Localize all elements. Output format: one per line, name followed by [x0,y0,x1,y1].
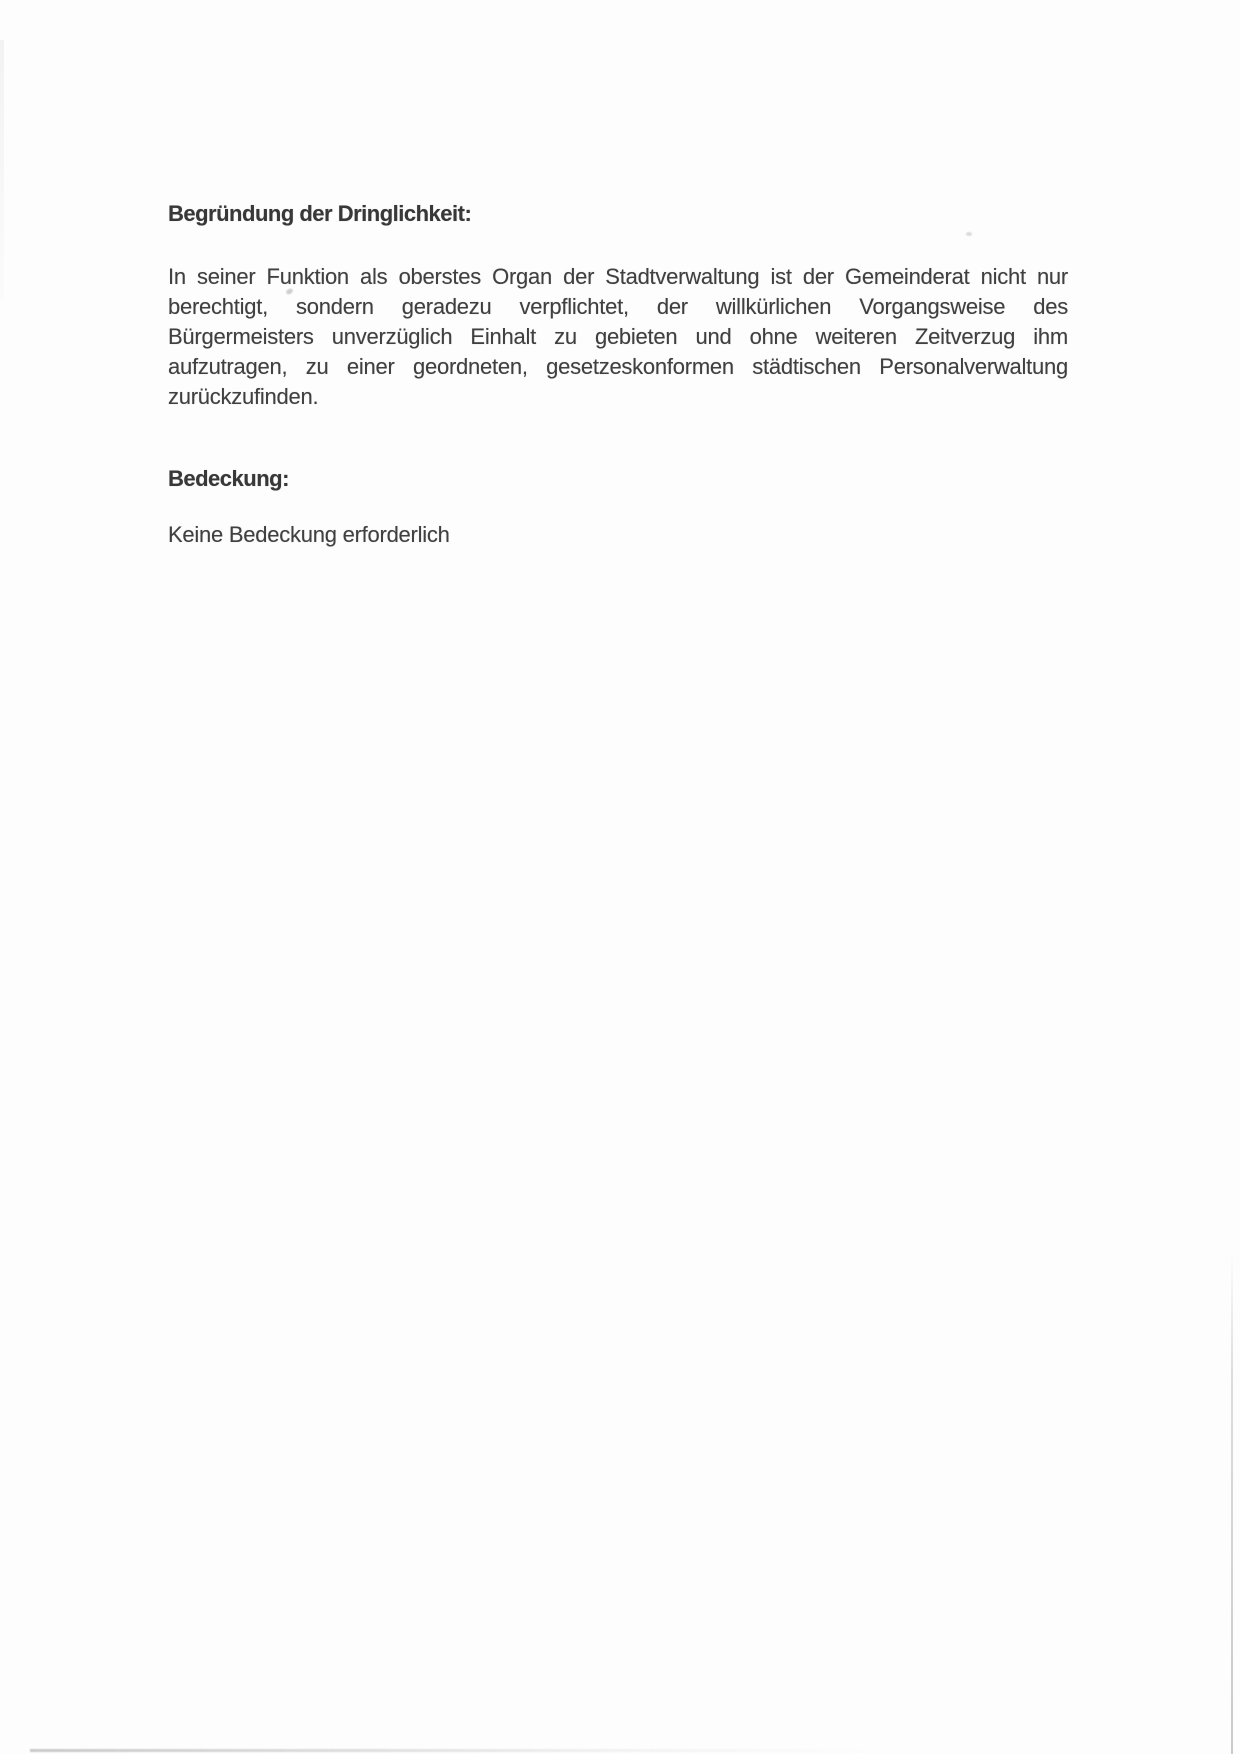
paragraph-line: zurückzufinden. [168,384,319,409]
paragraph-line: In seiner Funktion als oberstes Organ der Stadtverwaltung ist der Gemeinderat nicht nur [168,264,1068,289]
scan-bottom-edge-line [30,1749,870,1752]
scan-right-edge-line [1231,1250,1233,1754]
paragraph-line: berechtigt, sondern geradezu verpflichtet, der willkürlichen Vorgangsweise des [168,294,1068,319]
scan-left-edge-shadow [0,40,4,300]
coverage-section-heading: Bedeckung: [168,466,289,491]
paragraph-line: Bürgermeisters unverzüglich Einhalt zu gebieten und ohne weiteren Zeitverzug ihm [168,324,1068,349]
scan-speck-mark [966,232,972,236]
urgency-section-heading: Begründung der Dringlichkeit: [168,201,472,226]
paragraph-line: aufzutragen, zu einer geordneten, gesetzeskonformen städtischen Personalverwaltung [168,354,1068,379]
urgency-paragraph [168,262,1068,412]
coverage-text: Keine Bedeckung erforderlich [168,522,450,547]
